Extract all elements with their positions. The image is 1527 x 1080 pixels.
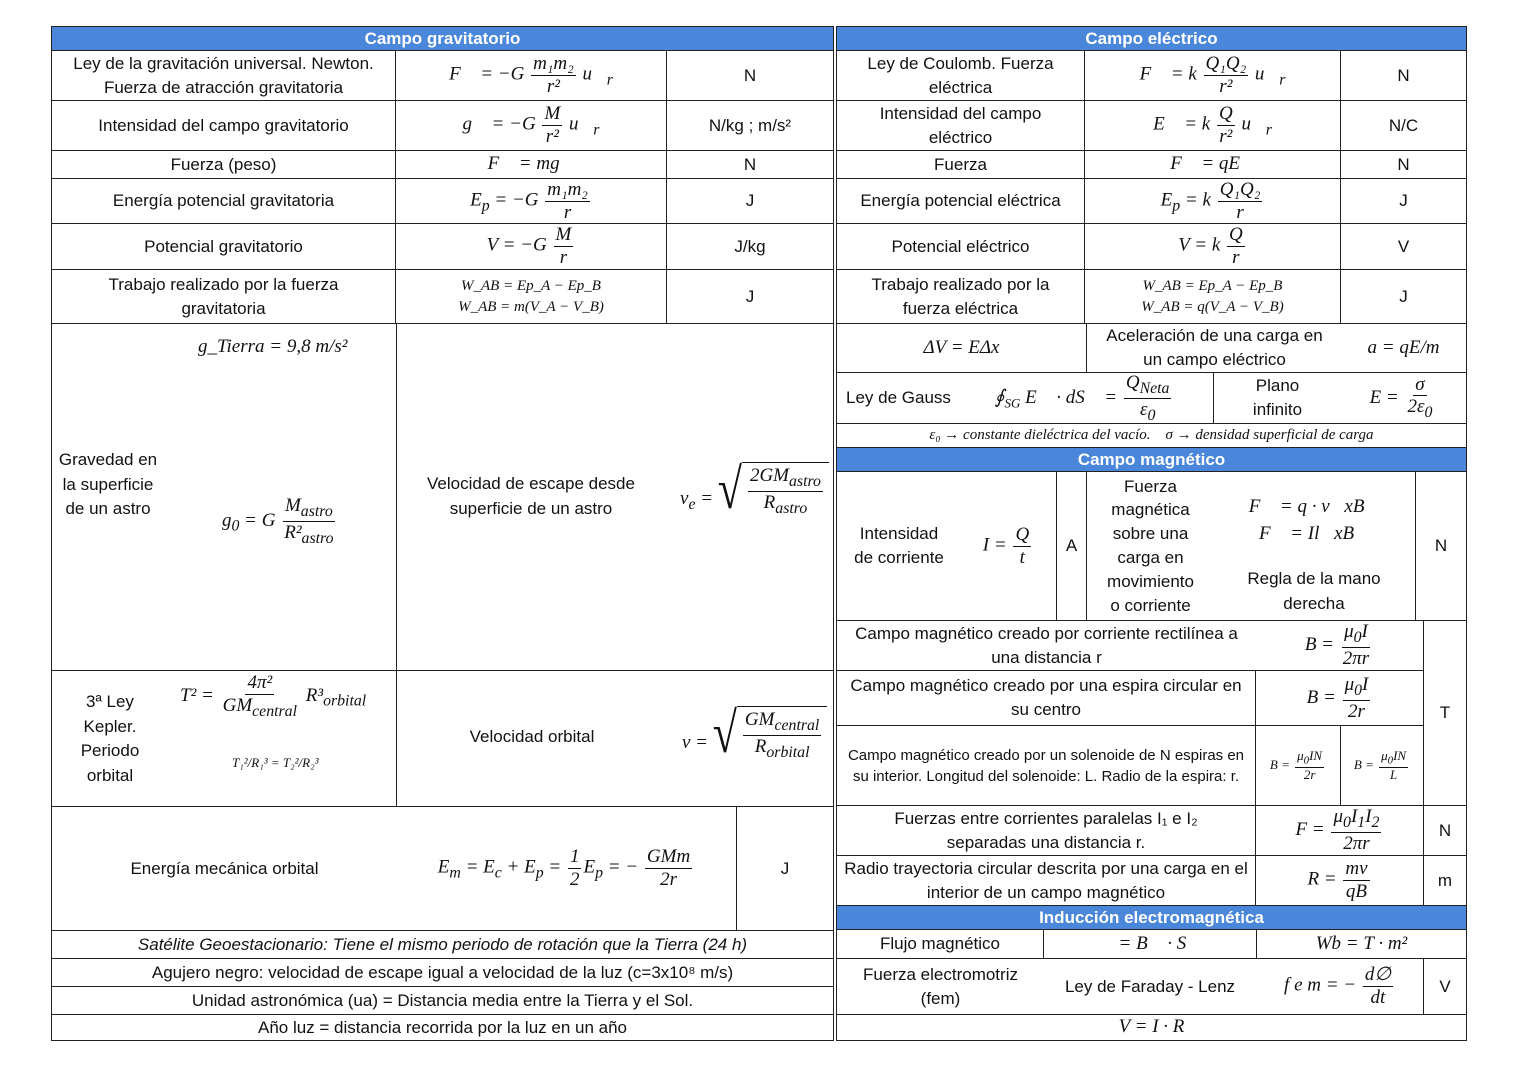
- grav-row4-label: Energía potencial gravitatoria: [51, 178, 396, 224]
- mag-force-label: Fuerza magnética sobre una carga en movimiento o corriente: [1086, 471, 1214, 621]
- grav-row1-formula: F⃗ = −G $\frac{\text{m₁m₂}}{\text{r²}}$ $u⃗_r$: [395, 50, 667, 101]
- elec-row2-unit: N/C: [1340, 100, 1467, 151]
- grav-row6-label: Trabajo realizado por la fuerza gravitatoria: [51, 269, 396, 324]
- solenoid-label: Campo magnético creado por un solenoide de N espiras en su interior. Longitud del solenoide: L. Radio de la espira: r.: [836, 725, 1256, 806]
- delta-v-cell: ΔV = EΔx: [836, 323, 1087, 373]
- mag-header: Campo magnético: [836, 447, 1467, 472]
- constants-note: ε₀ → constante dieléctrica del vacío. σ → densidad superficial de carga: [836, 423, 1467, 448]
- elec-row4-formula: $E_p = k$ $\frac{\text{Q₁Q₂}}{r}$: [1084, 178, 1341, 224]
- elec-row5-formula: V = k $\frac{Q}{r}$: [1084, 223, 1341, 270]
- loop-formula: B = $\frac{\mu_0I}{2r}$: [1255, 670, 1424, 726]
- mag-force-formula: F⃗ = q · v⃗xB⃗ F⃗ = Il⃗xB⃗ Regla de la mano derecha: [1213, 471, 1416, 621]
- grav-row4-unit: J: [666, 178, 834, 224]
- elec-row1-formula: F⃗ = k $\frac{\text{Q₁Q₂}}{\text{r²}}$ $u⃗_r$: [1084, 50, 1341, 101]
- field-unit: T: [1423, 620, 1467, 806]
- grav-row6-unit: J: [666, 269, 834, 324]
- kepler-ratio: T₁²/R₁³ = T₂²/R₂³: [232, 755, 319, 770]
- radius-unit: m: [1423, 855, 1467, 906]
- elec-row3-formula: F⃗ = qE⃗: [1084, 150, 1341, 179]
- grav-row1-label: Ley de la gravitación universal. Newton. Fuerza de atracción gravitatoria: [51, 50, 396, 101]
- solenoid-formula-length: B = $\frac{\mu_0IN}{L}$: [1340, 725, 1424, 806]
- kepler-formula: T² = 4π² $GM_{central}$ $R^3_{orbital}$: [180, 672, 367, 720]
- elec-row6-formula: W_AB = Ep_A − Ep_B W_AB = q(V_A − V_B): [1084, 269, 1341, 324]
- grav-row2-label: Intensidad del campo gravitatorio: [51, 100, 396, 151]
- g0-formula: $g_0 = G$ $M_{astro}$ $R^2_{astro}$: [222, 495, 334, 547]
- faraday-label: Ley de Faraday - Lenz: [1043, 958, 1257, 1015]
- emf-formula: f e m = − $\frac{d\emptyset}{dt}$: [1256, 958, 1424, 1015]
- grav-row6-formula: W_AB = Ep_A − Ep_B W_AB = m(V_A − V_B): [395, 269, 667, 324]
- note-au: Unidad astronómica (ua) = Distancia media entre la Tierra y el Sol.: [51, 986, 834, 1015]
- acceleration-formula: a = qE/m: [1341, 323, 1467, 373]
- escape-velocity-label: Velocidad de escape desde superficie de un astro: [427, 474, 635, 518]
- solenoid-formula-radius: B = $\frac{\mu_0IN}{2r}$: [1255, 725, 1341, 806]
- radius-label: Radio trayectoria circular descrita por una carga en el interior de un campo magnético: [836, 855, 1256, 906]
- kepler-label: 3ª Ley Kepler. Periodo orbital: [80, 692, 140, 785]
- grav-row2-formula: g⃗ = −G $\frac{M}{\text{r²}}$ $u⃗_r$: [395, 100, 667, 151]
- ohm-law: V = I · R: [836, 1014, 1467, 1041]
- gravity-surface-label: Gravedad en la superficie de un astro: [58, 450, 158, 519]
- elec-row3-unit: N: [1340, 150, 1467, 179]
- emf-unit: V: [1423, 958, 1467, 1015]
- grav-row4-formula: $E_p = -G$ $\frac{\text{m₁m₂}}{r}$: [395, 178, 667, 224]
- flux-formula: ∅ = B⃗ · S⃗: [1043, 929, 1257, 959]
- current-unit: A: [1056, 471, 1087, 621]
- energy-label: Energía mecánica orbital: [51, 806, 397, 931]
- escape-velocity-formula: $v_e$ = √ $2GM_{astro}$ $R_{astro}$: [680, 462, 829, 518]
- gauss-label: Ley de Gauss: [836, 372, 956, 424]
- grav-row3-unit: N: [666, 150, 834, 179]
- plane-label: Plano infinito: [1213, 372, 1341, 424]
- grav-header: Campo gravitatorio: [51, 26, 834, 51]
- parallel-unit: N: [1423, 805, 1467, 856]
- grav-row5-unit: J/kg: [666, 223, 834, 270]
- loop-label: Campo magnético creado por una espira circular en su centro: [836, 670, 1256, 726]
- acceleration-label: Aceleración de una carga en un campo eléctrico: [1086, 323, 1342, 373]
- elec-row2-formula: E⃗ = k $\frac{Q}{\text{r²}}$ $u⃗_r$: [1084, 100, 1341, 151]
- note-black-hole: Agujero negro: velocidad de escape igual a velocidad de la luz (c=3x10⁸ m/s): [51, 958, 834, 987]
- current-formula: I = $\frac{Q}{t}$: [960, 471, 1057, 621]
- note-light-year: Año luz = distancia recorrida por la luz en un año: [51, 1014, 834, 1041]
- elec-row1-unit: N: [1340, 50, 1467, 101]
- emf-label: Fuerza electromotriz (fem): [836, 958, 1044, 1015]
- induction-header: Inducción electromagnética: [836, 905, 1467, 930]
- elec-row5-label: Potencial eléctrico: [836, 223, 1085, 270]
- elec-row6-label: Trabajo realizado por la fuerza eléctrica: [836, 269, 1085, 324]
- elec-row1-label: Ley de Coulomb. Fuerza eléctrica: [836, 50, 1085, 101]
- elec-row3-label: Fuerza: [836, 150, 1085, 179]
- grav-row5-label: Potencial gravitatorio: [51, 223, 396, 270]
- elec-row4-unit: J: [1340, 178, 1467, 224]
- elec-row5-unit: V: [1340, 223, 1467, 270]
- gauss-formula: $∮_{SG}$ E⃗ · dS⃗ = $Q_{Neta}$ $\varepsilon_0$: [955, 372, 1214, 424]
- plane-formula: E = $\frac{\sigma}{2\varepsilon_0}$: [1340, 372, 1467, 424]
- energy-unit: J: [736, 806, 834, 931]
- flux-unit: Wb = T · m²: [1256, 929, 1467, 959]
- radius-formula: R = $\frac{mv}{qB}$: [1255, 855, 1424, 906]
- grav-row3-label: Fuerza (peso): [51, 150, 396, 179]
- grav-row5-formula: V = −G $\frac{M}{r}$: [395, 223, 667, 270]
- parallel-label: Fuerzas entre corrientes paralelas I₁ e I₂ separadas una distancia r.: [836, 805, 1256, 856]
- orbital-velocity-formula: v = √ $GM_{central}$ $R_{orbital}$: [682, 706, 827, 762]
- note-geostationary: Satélite Geoestacionario: Tiene el mismo periodo de rotación que la Tierra (24 h): [51, 930, 834, 959]
- flux-label: Flujo magnético: [836, 929, 1044, 959]
- straight-wire-label: Campo magnético creado por corriente rectilínea a una distancia r: [836, 620, 1256, 671]
- elec-header: Campo eléctrico: [836, 26, 1467, 51]
- energy-formula: $E_m = E_c + E_p$ = $\frac{1}{2}$ $E_p$ = − GMm 2r: [396, 806, 737, 931]
- current-label: Intensidad de corriente: [836, 471, 961, 621]
- g-tierra: g_Tierra = 9,8 m/s²: [198, 336, 348, 357]
- mag-force-unit: N: [1415, 471, 1467, 621]
- orbital-velocity-label: Velocidad orbital: [469, 727, 595, 746]
- grav-row2-unit: N/kg ; m/s²: [666, 100, 834, 151]
- elec-row2-label: Intensidad del campo eléctrico: [836, 100, 1085, 151]
- straight-wire-formula: B = $\frac{\mu_0I}{2\pi r}$: [1255, 620, 1424, 671]
- parallel-formula: F = $\frac{\mu_0I_1I_2}{2\pi r}$: [1255, 805, 1424, 856]
- grav-row1-unit: N: [666, 50, 834, 101]
- elec-row4-label: Energía potencial eléctrica: [836, 178, 1085, 224]
- elec-row6-unit: J: [1340, 269, 1467, 324]
- grav-row3-formula: F⃗ = mg⃗: [395, 150, 667, 179]
